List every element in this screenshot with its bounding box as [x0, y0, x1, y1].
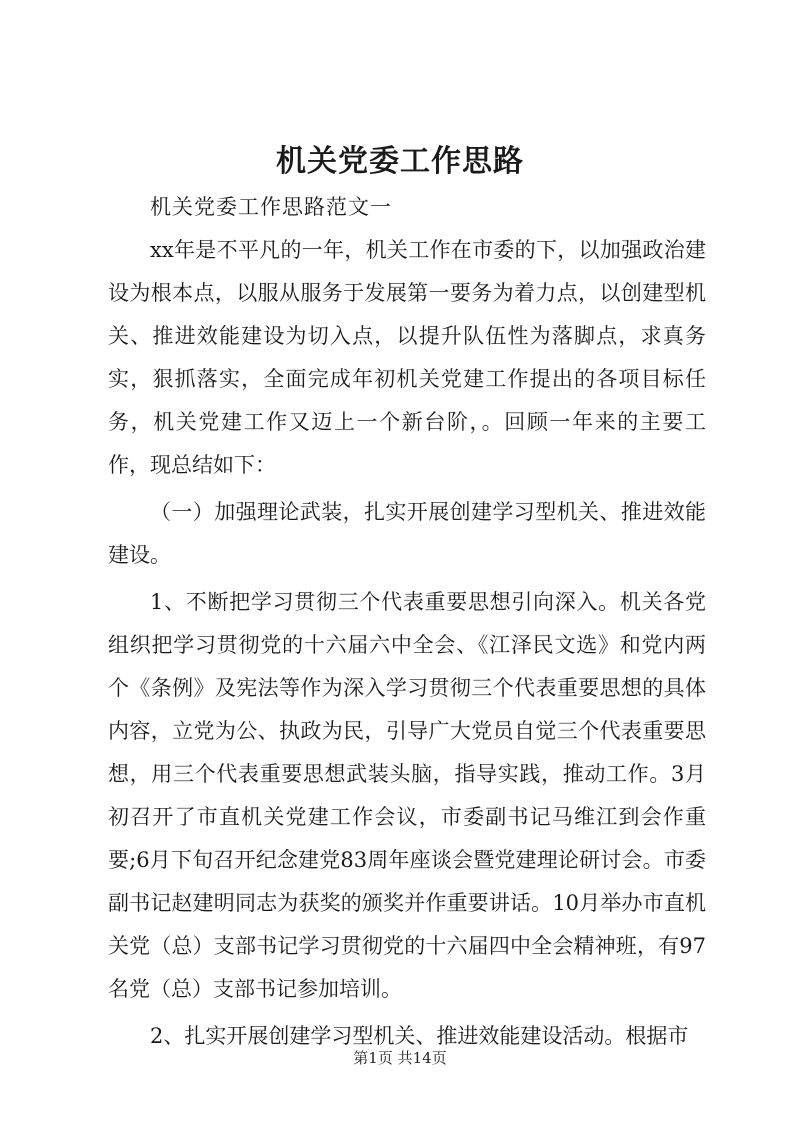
document-body: [108, 186, 706, 1058]
paragraph-item-2: 2、扎实开展创建学习型机关、推进效能建设活动。根据市: [150, 1024, 689, 1048]
document-title: 机关党委工作思路: [276, 144, 524, 179]
document-subtitle: 机关党委工作思路范文一: [150, 195, 392, 219]
paragraph-intro: xx年是不平凡的一年，机关工作在市委的下，以加强政治建设为根本点，以服从服务于发展第一要务为着力点，以创建型机关、推进效能建设为切入点，以提升队伍性为落脚点，求真务实，狠抓落实，全面完成年初机关党建工作提出的各项目标任务，机关党建工作又迈上一个新台阶，。回顾一年来的主要工作，现总结如下：: [108, 238, 706, 477]
paragraph-item-1: 1、不断把学习贯彻三个代表重要思想引向深入。机关各党组织把学习贯彻党的十六届六中全会、《江泽民文选》和党内两个《条例》及宪法等作为深入学习贯彻三个代表重要思想的具体内容，立党为公、执政为民，引导广大党员自觉三个代表重要思想，用三个代表重要思想武装头脑，指导实践，推动工作。3月初召开了市直机关党建工作会议，市委副书记马维江到会作重要;6月下旬召开纪念建党83周年座谈会暨党建理论研讨会。市委副书记赵建明同志为获奖的颁奖并作重要讲话。10月举办市直机关党（总）支部书记学习贯彻党的十六届四中全会精神班，有97名党（总）支部书记参加培训。: [108, 590, 706, 1001]
page-footer: 第1页 共14页: [353, 1049, 447, 1067]
paragraph-section-heading: （一）加强理论武装，扎实开展创建学习型机关、推进效能建设。: [108, 500, 706, 567]
